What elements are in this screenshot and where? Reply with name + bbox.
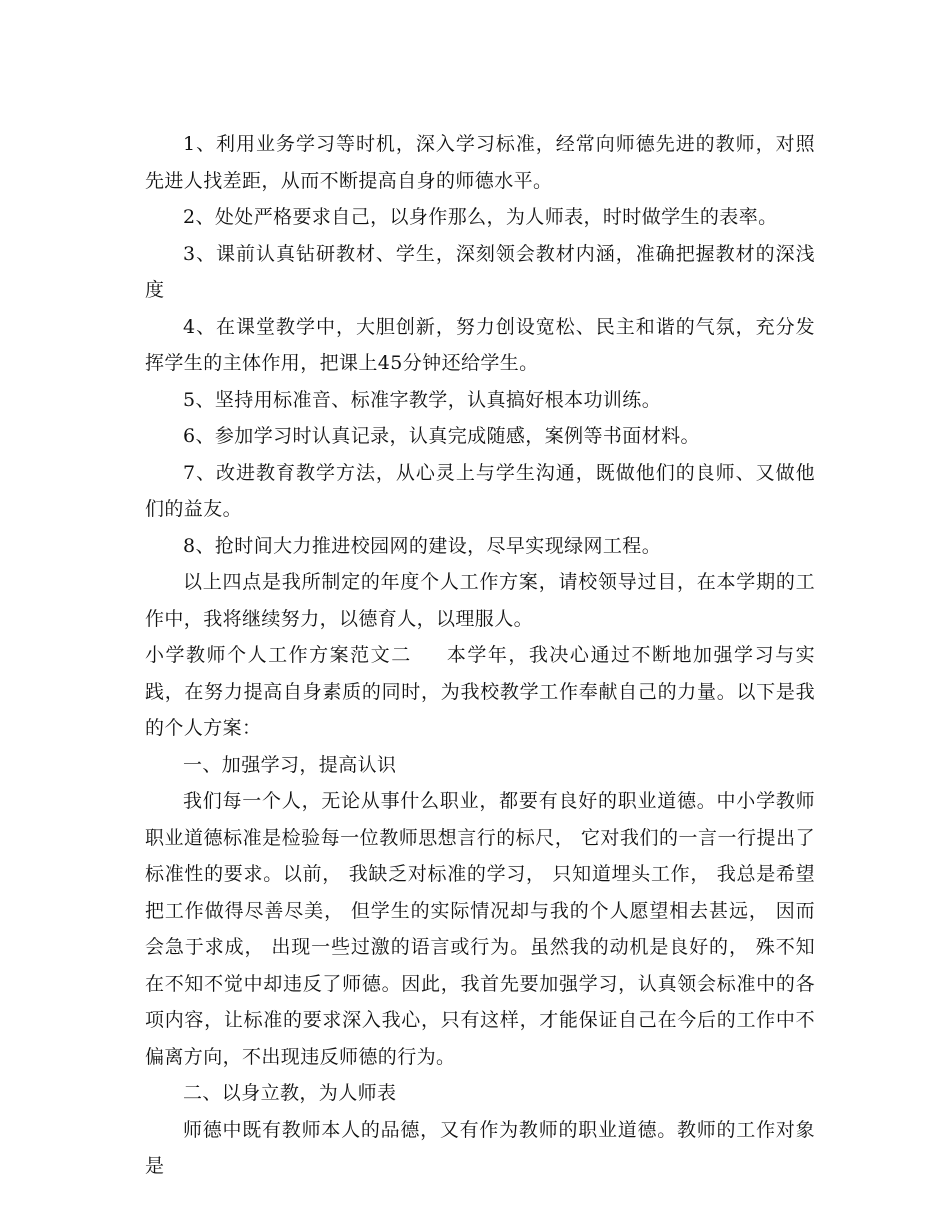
- paragraph-item-3: 3、课前认真钻研教材、学生，深刻领会教材内涵，准确把握教材的深浅度: [145, 242, 815, 301]
- section-heading-2: 二、以身立教，为人师表: [183, 1082, 397, 1104]
- paragraph-conclusion: 以上四点是我所制定的年度个人工作方案，请校领导过目，在本学期的工作中，我将继续努力，以德育人，以理服人。: [145, 571, 815, 630]
- paragraph-item-8: 8、抢时间大力推进校园网的建设，尽早实现绿网工程。: [183, 534, 662, 557]
- section-heading-1: 一、加强学习，提高认识: [183, 753, 397, 776]
- paragraph-item-5: 5、坚持用标准音、标准字教学，认真搞好根本功训练。: [183, 388, 662, 411]
- paragraph-item-2: 2、处处严格要求自己，以身作那么，为人师表，时时做学生的表率。: [183, 206, 778, 228]
- sample-two-intro: 本学年，我决心通过不断地加强学习与实践，在努力提高自身素质的同时，为我校教学工作奉献自己的力量。以下是我的个人方案：: [145, 644, 816, 739]
- section-1-body: 我们每一个人，无论从事什么职业，都要有良好的职业道德。中小学教师职业道德标准是检验每一位教师思想言行的标尺， 它对我们的一言一行提出了标准性的要求。以前， 我缺乏对标准的学习， 只知道埋头工作， 我总是希望把工作做得尽善尽美， 但学生的实际情况却与我的个人愿望相去甚远， 因而会急于求成， 出现一些过激的语言或行为。虽然我的动机是良好的， 殊不知在不知不觉中却违反了师德。因此，我首先要加强学习，认真领会标准中的各项内容，让标准的要求深入我心，只有这样，才能保证自己在今后的工作中不偏离方向，不出现违反师德的行为。: [145, 790, 815, 1068]
- paragraph-item-6: 6、参加学习时认真记录，认真完成随感，案例等书面材料。: [183, 425, 700, 447]
- paragraph-sample-two: [145, 637, 815, 747]
- section-2-body: 师德中既有教师本人的品德，又有作为教师的职业道德。教师的工作对象是: [145, 1118, 815, 1177]
- paragraph-item-1: 1、利用业务学习等时机，深入学习标准，经常向师德先进的教师，对照先进人找差距，从而不断提高自身的师德水平。: [145, 133, 815, 192]
- sample-two-title: 小学教师个人工作方案范文二: [145, 644, 412, 666]
- paragraph-item-7: 7、改进教育教学方法，从心灵上与学生沟通，既做他们的良师、又做他们的益友。: [145, 461, 815, 520]
- document-body: [145, 126, 815, 1185]
- paragraph-item-4: 4、在课堂教学中，大胆创新，努力创设宽松、民主和谐的气氛，充分发挥学生的主体作用，把课上45分钟还给学生。: [145, 315, 815, 374]
